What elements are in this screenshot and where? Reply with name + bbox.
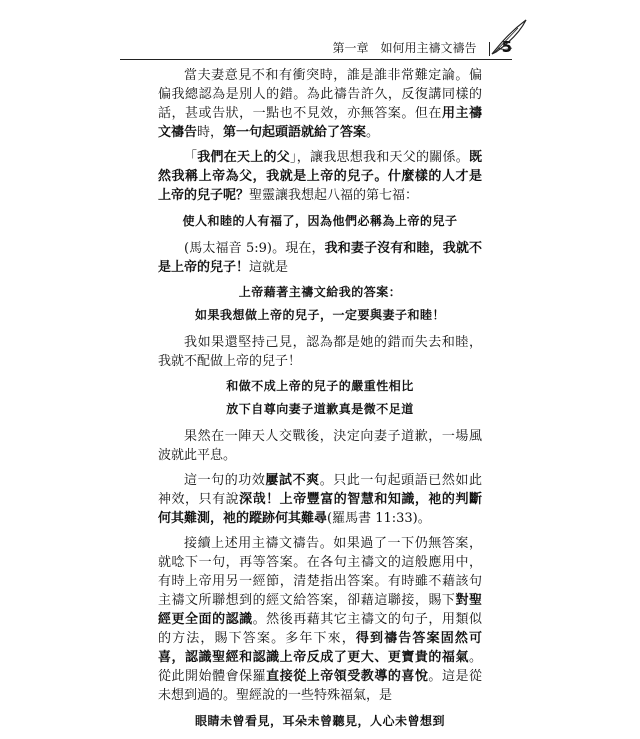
humility-callout-line-1: 和做不成上帝的兒子的嚴重性相比 bbox=[226, 379, 414, 393]
answer-callout-line-2: 如果我想做上帝的兒子，一定要與妻子和睦！ bbox=[194, 308, 445, 322]
paragraph-6: 這一句的功效屢試不爽。只此一句起頭語已然如此神效，只有說深哉！上帝豐富的智慧和知識，祂的判斷何其難測，祂的蹤跡何其難尋(羅馬書 11:33)。 bbox=[158, 473, 482, 526]
answer-callout bbox=[158, 283, 482, 325]
paragraph-1: 當夫妻意見不和有衝突時，誰是誰非常難定論。偏偏我總認為是別人的錯。為此禱告許久，反復講同樣的話，甚或告狀，一點也不見效，亦無答案。但在用主禱文禱告時，第一句起頭語就給了答案。 bbox=[158, 68, 482, 140]
humility-callout bbox=[158, 377, 482, 419]
paragraph-4: 我如果還堅持己見，認為都是她的錯而失去和睦，我就不配做上帝的兒子！ bbox=[158, 335, 482, 369]
paragraph-7: 接續上述用主禱文禱告。如果過了一下仍無答案，就唸下一句，再等答案。在各句主禱文的這般應用中，有時上帝用另一經節，清楚指出答案。有時雖不藉該句主禱文所聯想到的經文給答案，卻藉這聯接，賜下對聖經更全面的認識。然後再藉其它主禱文的句子，用類似的方法，賜下答案。多年下來，得到禱告答案固然可喜，認識聖經和認識上帝反成了更大、更寶貴的福氣。從此開始體會保羅直接從上帝領受教導的喜悅。這是從未想到過的。聖經說的一些特殊福氣，是 bbox=[158, 536, 482, 703]
paragraph-3: (馬太福音 5:9)。現在，我和妻子沒有和睦，我就不是上帝的兒子！這就是 bbox=[158, 241, 482, 275]
page-number: 5 bbox=[501, 38, 512, 56]
chapter-label: 第一章 bbox=[332, 41, 369, 55]
answer-callout-line-1: 上帝藉著主禱文給我的答案： bbox=[238, 285, 402, 299]
quill-pen-icon bbox=[488, 18, 528, 58]
paragraph-5: 果然在一陣天人交戰後，決定向妻子道歉，一場風波就此平息。 bbox=[158, 429, 482, 463]
paragraph-2: 「我們在天上的父」，讓我思想我和天父的關係。既然我稱上帝為父，我就是上帝的兒子。什麼樣的人才是上帝的兒子呢？聖靈讓我想起八福的第七福： bbox=[158, 150, 482, 203]
beatitude-quote: 使人和睦的人有福了，因為他們必稱為上帝的兒子 bbox=[182, 214, 458, 228]
humility-callout-line-2: 放下自尊向妻子道歉真是微不足道 bbox=[226, 402, 414, 416]
page-body bbox=[158, 66, 482, 739]
running-header bbox=[120, 34, 512, 60]
scripture-quote: 眼睛未曾看見，耳朵未曾聽見，人心未曾想到 bbox=[194, 714, 445, 728]
chapter-title: 如何用主禱文禱告 bbox=[380, 41, 477, 55]
